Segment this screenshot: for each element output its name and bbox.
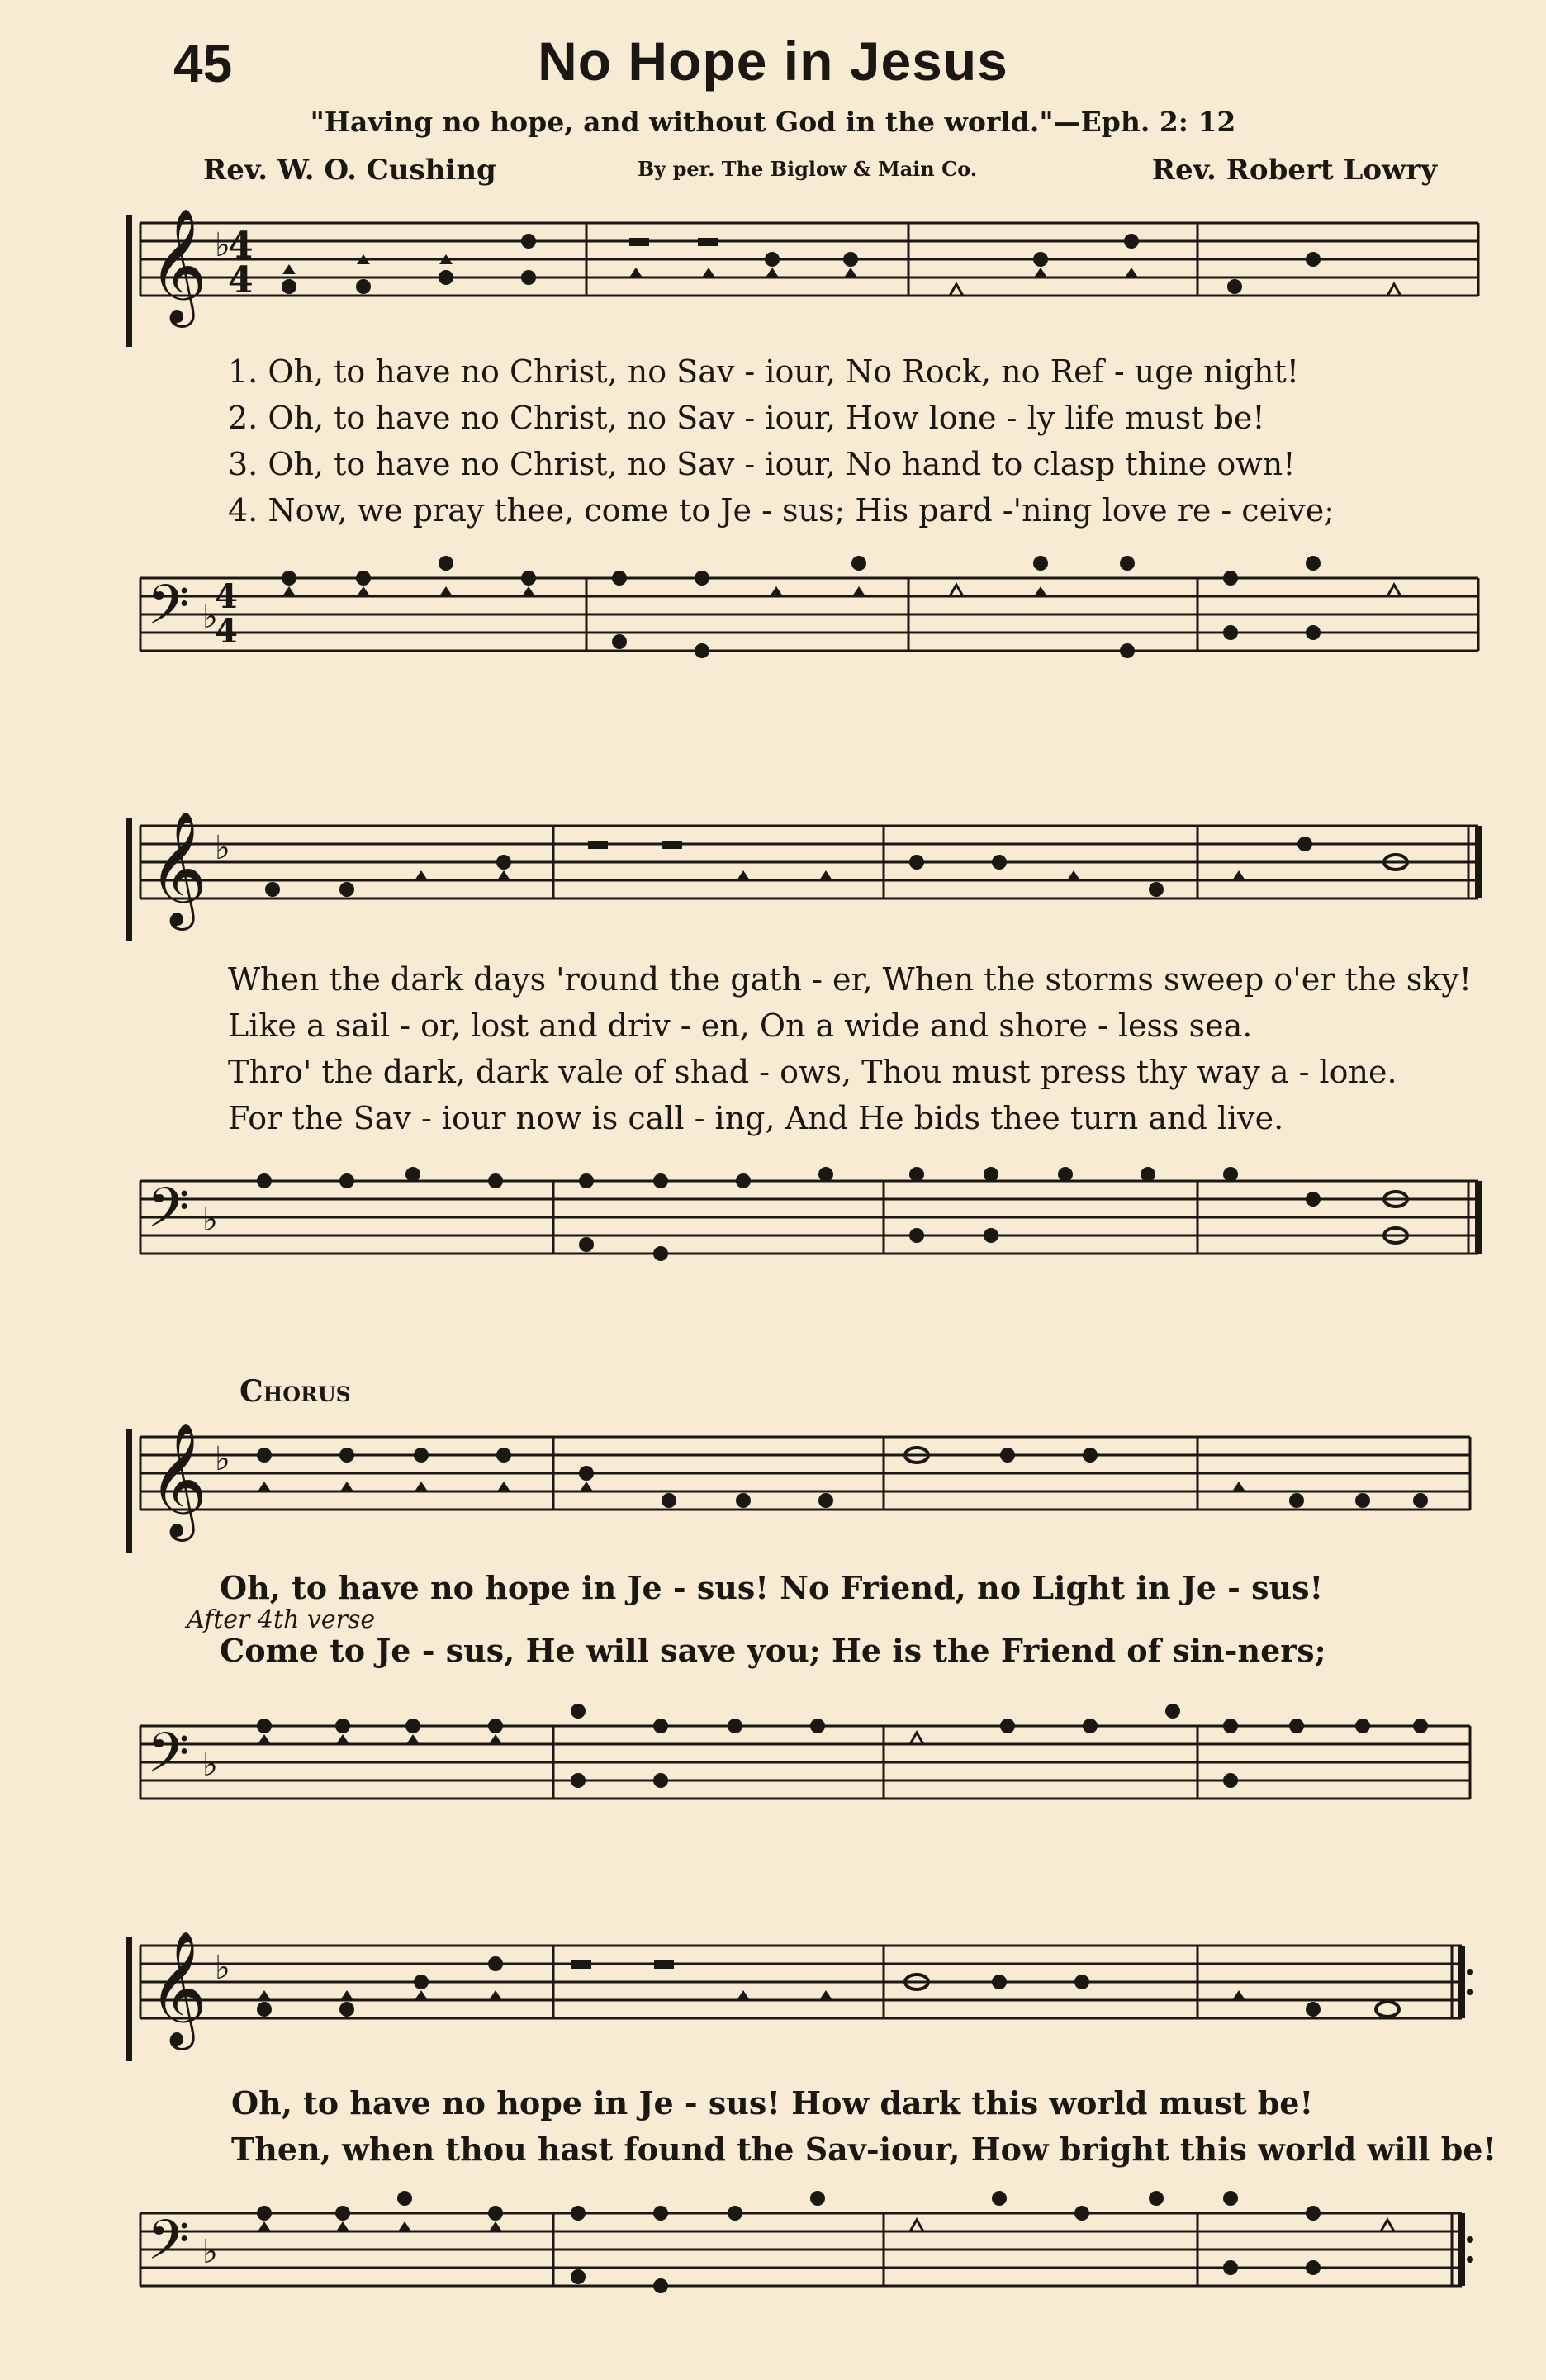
- chorus-label: Chorus: [239, 1374, 351, 1409]
- hymn-title: No Hope in Jesus: [538, 31, 1008, 92]
- svg-text:♭: ♭: [215, 1948, 230, 1987]
- page-number: 45: [173, 34, 233, 93]
- system2-treble-staff: [124, 809, 1485, 941]
- svg-text:4: 4: [228, 259, 254, 301]
- svg-text:𝄢: 𝄢: [147, 2208, 190, 2285]
- treble-clef-icon: 𝄞: [149, 208, 207, 323]
- system4-treble-staff: [124, 1929, 1485, 2061]
- system1-treble-staff: [124, 206, 1485, 347]
- svg-text:♭: ♭: [202, 1745, 218, 1784]
- svg-text:𝄞: 𝄞: [149, 811, 207, 926]
- system4-bass-staff: [124, 2180, 1485, 2321]
- chorus-bass-staff: [124, 1693, 1485, 1825]
- system2-bass-staff: [124, 1156, 1485, 1288]
- svg-text:♭: ♭: [215, 225, 230, 264]
- svg-text:4: 4: [228, 225, 254, 267]
- chorus-treble-staff: [124, 1420, 1485, 1553]
- svg-text:♭: ♭: [215, 1439, 230, 1478]
- lyricist-credit: Rev. W. O. Cushing: [203, 154, 496, 187]
- chorus-line-1: Oh, to have no hope in Je - sus! No Friend, no Light in Je - sus!: [220, 1569, 1324, 1606]
- svg-text:4: 4: [215, 577, 238, 616]
- svg-text:𝄢: 𝄢: [147, 1176, 190, 1253]
- svg-text:𝄞: 𝄞: [149, 1422, 207, 1537]
- scripture-epigraph: "Having no hope, and without God in the world."—Eph. 2: 12: [310, 106, 1236, 138]
- svg-text:♭: ♭: [202, 597, 218, 636]
- verse2-line: 2. Oh, to have no Christ, no Sav - iour, How lone - ly life must be!: [228, 400, 1265, 436]
- composer-credit: Rev. Robert Lowry: [1151, 154, 1437, 187]
- verse3-line: 3. Oh, to have no Christ, no Sav - iour, No hand to clasp thine own!: [228, 446, 1296, 482]
- system1-bass-staff: [124, 545, 1485, 677]
- system2-verse1-line: When the dark days 'round the gath - er, When the storms sweep o'er the sky!: [228, 961, 1472, 998]
- system2-verse3-line: Thro' the dark, dark vale of shad - ows, Thou must press thy way a - lone.: [228, 1054, 1397, 1090]
- svg-text:𝄞: 𝄞: [149, 1931, 207, 2046]
- chorus-line-2: Come to Je - sus, He will save you; He is the Friend of sin-ners;: [220, 1632, 1326, 1669]
- final-line-1: Oh, to have no hope in Je - sus! How dark this world must be!: [231, 2084, 1314, 2122]
- svg-text:𝄢: 𝄢: [147, 1721, 190, 1798]
- svg-text:♭: ♭: [215, 828, 230, 867]
- svg-text:♭: ♭: [202, 1200, 218, 1239]
- bass-clef-icon: 𝄢: [147, 573, 190, 650]
- system2-verse4-line: For the Sav - iour now is call - ing, And He bids thee turn and live.: [228, 1100, 1284, 1136]
- final-line-2: Then, when thou hast found the Sav-iour, How bright this world will be!: [231, 2131, 1497, 2168]
- permission-credit: By per. The Biglow & Main Co.: [638, 157, 978, 181]
- system2-verse2-line: Like a sail - or, lost and driv - en, On a wide and shore - less sea.: [228, 1007, 1253, 1044]
- svg-text:♭: ♭: [202, 2232, 218, 2271]
- svg-text:4: 4: [215, 612, 238, 651]
- verse4-line: 4. Now, we pray thee, come to Je - sus; His pard -'ning love re - ceive;: [228, 492, 1335, 529]
- verse1-line: 1. Oh, to have no Christ, no Sav - iour, No Rock, no Ref - uge night!: [228, 353, 1300, 390]
- after-4th-verse-note: After 4th verse: [187, 1605, 376, 1634]
